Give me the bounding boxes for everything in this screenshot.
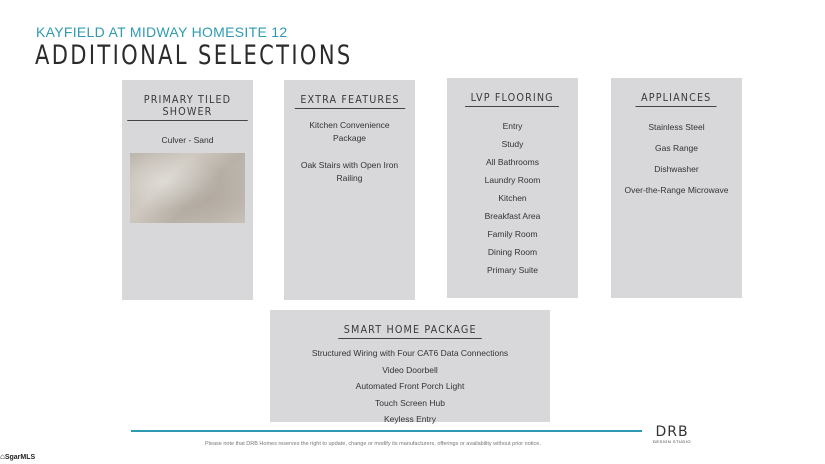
- extras-heading: EXTRA FEATURES: [294, 94, 404, 109]
- list-item: Structured Wiring with Four CAT6 Data Connections: [311, 348, 509, 358]
- list-item: Primary Suite: [486, 265, 538, 275]
- list-item: Kitchen Convenience Package: [309, 120, 390, 143]
- list-item: Dining Room: [487, 247, 538, 257]
- list-item: All Bathrooms: [486, 157, 539, 167]
- extras-list: [284, 119, 415, 185]
- appliances-heading: APPLIANCES: [636, 92, 717, 107]
- shower-heading: PRIMARY TILED SHOWER: [127, 94, 248, 121]
- tile-swatch-image: [130, 153, 245, 223]
- list-item: Video Doorbell: [382, 364, 438, 375]
- list-item: Stainless Steel: [648, 122, 705, 132]
- footer-divider: [131, 430, 642, 432]
- list-item: Gas Range: [655, 143, 698, 153]
- mls-watermark: [0, 452, 35, 461]
- list-item: Keyless Entry: [384, 414, 436, 424]
- list-item: Study: [501, 139, 524, 149]
- page-subtitle: KAYFIELD AT MIDWAY HOMESITE 12: [36, 24, 288, 40]
- mls-watermark-text: SgarMLS: [4, 454, 36, 461]
- list-item: Entry: [502, 121, 523, 131]
- appliances-list: [611, 117, 742, 201]
- house-icon: ⌂: [0, 452, 5, 461]
- list-item: Touch Screen Hub: [375, 397, 445, 408]
- list-item: Kitchen: [498, 193, 527, 203]
- flooring-panel: [447, 78, 578, 298]
- list-item: Family Room: [487, 229, 538, 239]
- brand-logo-text: DRB: [655, 424, 689, 440]
- list-item: Over-the-Range Microwave: [624, 185, 729, 195]
- list-item: Oak Stairs with Open Iron Railing: [300, 160, 399, 183]
- list-item: Laundry Room: [484, 175, 541, 185]
- smart-home-heading: SMART HOME PACKAGE: [338, 324, 482, 339]
- footer-disclaimer: Please note that DRB Homes reserves the right to update, change or modify its manufacturers, offerings or availability without prior notice.: [205, 441, 541, 447]
- smart-home-list: [270, 345, 550, 428]
- list-item: Automated Front Porch Light: [355, 381, 465, 391]
- brand-logo-subtext: DESIGN STUDIO: [652, 439, 692, 444]
- brand-logo: [651, 425, 693, 449]
- appliances-panel: [611, 78, 742, 298]
- flooring-heading: LVP FLOORING: [465, 92, 559, 107]
- shower-selection: Culver - Sand: [161, 135, 214, 145]
- extras-panel: [284, 80, 415, 300]
- flooring-list: [447, 117, 578, 279]
- smart-home-panel: [270, 310, 550, 422]
- list-item: Dishwasher: [654, 164, 699, 174]
- shower-panel: [122, 80, 253, 300]
- list-item: Breakfast Area: [484, 211, 541, 221]
- page-title: ADDITIONAL SELECTIONS: [35, 40, 353, 71]
